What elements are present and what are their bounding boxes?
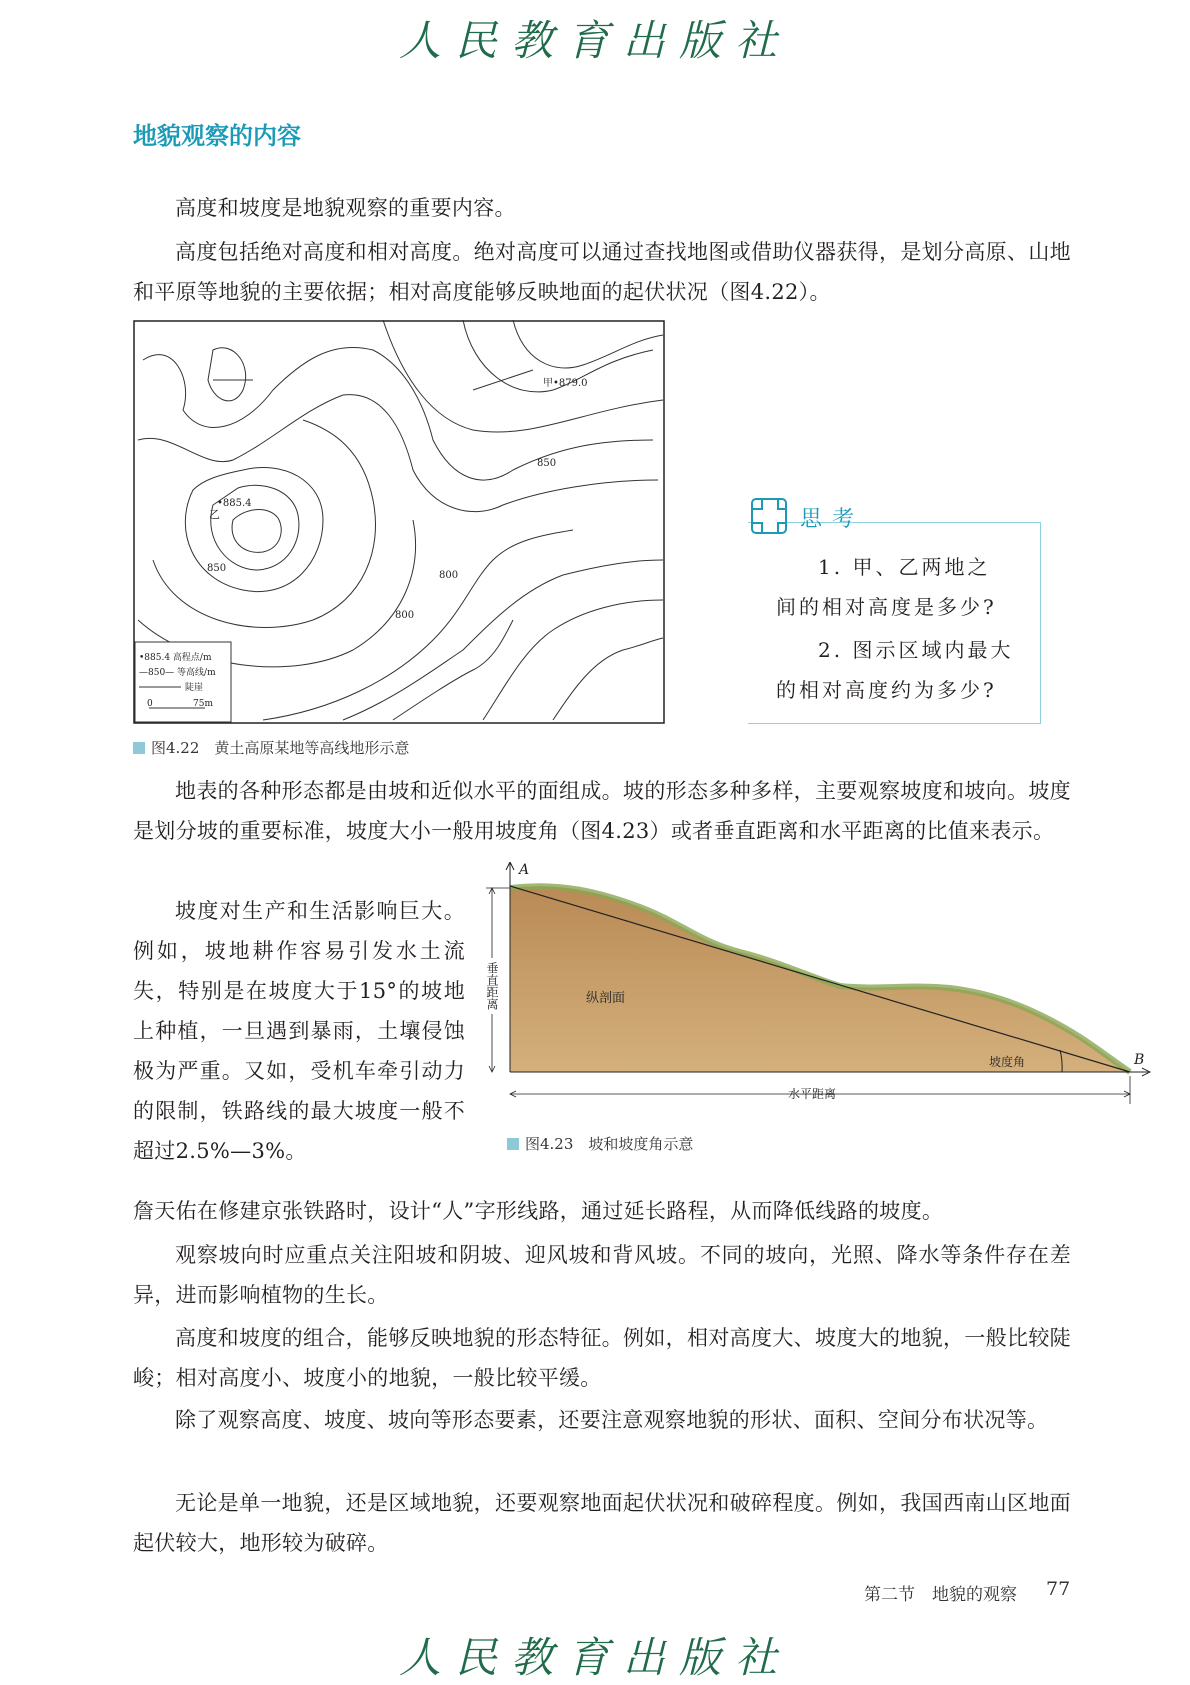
legend-contour: —850— 等高线/m (139, 668, 216, 678)
section-label: 纵剖面 (586, 991, 626, 1006)
vertical-distance-label: 垂直距离 (485, 962, 499, 1010)
think-title: 思考 (800, 507, 865, 532)
paragraph: 除了观察高度、坡度、坡向等形态要素，还要注意观察地貌的形状、面积、空间分布状况等。 (175, 1408, 1049, 1432)
think-icon (748, 495, 792, 537)
scale-end: 75m (193, 699, 213, 709)
legend-cliff: 陡崖 (185, 683, 204, 693)
point-a-label: A (519, 862, 530, 878)
paragraph: 地表的各种形态都是由坡和近似水平的面组成。坡的形态多种多样，主要观察坡度和坡向。坡度是划分坡的重要标准，坡度大小一般用坡度角（图4.23）或者垂直距离和水平距离的比值来表示。 (133, 779, 1071, 843)
publisher-footer: 人民教育出版社 (398, 1633, 791, 1682)
label-yi: 乙 (209, 508, 220, 521)
paragraph: 高度和坡度是地貌观察的重要内容。 (175, 196, 516, 220)
think-question: 间的相对高度是多少? (776, 595, 997, 619)
caption-marker (133, 742, 145, 754)
think-question: 1. 甲、乙两地之 (818, 555, 991, 579)
footer-section: 第二节 地貌的观察 (864, 1585, 1017, 1605)
caption-text: 图4.22 黄土高原某地等高线地形示意 (151, 739, 410, 757)
caption-text: 图4.23 坡和坡度角示意 (525, 1135, 694, 1153)
figure-caption (507, 1133, 693, 1154)
point-b-label: B (1134, 1052, 1145, 1068)
figure-caption (133, 737, 409, 758)
caption-marker (507, 1138, 519, 1150)
paragraph: 无论是单一地貌，还是区域地貌，还要观察地面起伏状况和破碎程度。例如，我国西南山区地面起伏较大，地形较为破碎。 (133, 1491, 1071, 1555)
think-question: 的相对高度约为多少? (776, 678, 997, 702)
publisher-header: 人民教育出版社 (398, 16, 791, 65)
contour-label-850: 850 (207, 563, 227, 574)
legend-point: •885.4 高程点/m (139, 653, 212, 663)
contour-label-800: 800 (395, 610, 415, 621)
label-jia: 甲•879.0 (543, 378, 588, 389)
contour-label-850: 850 (537, 458, 557, 469)
paragraph: 詹天佑在修建京张铁路时，设计“人”字形线路，通过延长路程，从而降低线路的坡度。 (133, 1199, 944, 1223)
horizontal-distance-label: 水平距离 (788, 1087, 837, 1101)
contour-map (133, 320, 665, 724)
slope-diagram (480, 862, 1170, 1114)
paragraph: 坡度对生产和生活影响巨大。例如，坡地耕作容易引发水土流失，特别是在坡度大于15°的坡地上种植，一旦遇到暴雨，土壤侵蚀极为严重。又如，受机车牵引动力的限制，铁路线的最大坡度一般不超过2.5%—3%。 (133, 899, 465, 1163)
paragraph: 观察坡向时应重点关注阳坡和阴坡、迎风坡和背风坡。不同的坡向，光照、降水等条件存在差异，进而影响植物的生长。 (133, 1243, 1071, 1307)
scale-start: 0 (147, 699, 153, 709)
think-question: 2. 图示区域内最大 (818, 638, 1014, 662)
paragraph: 高度和坡度的组合，能够反映地貌的形态特征。例如，相对高度大、坡度大的地貌，一般比较陡峻；相对高度小、坡度小的地貌，一般比较平缓。 (133, 1326, 1071, 1390)
page-number: 77 (1046, 1578, 1071, 1600)
paragraph: 高度包括绝对高度和相对高度。绝对高度可以通过查找地图或借助仪器获得，是划分高原、山地和平原等地貌的主要依据；相对高度能够反映地面的起伏状况（图4.22）。 (133, 240, 1071, 304)
angle-label: 坡度角 (989, 1055, 1026, 1069)
label-yi-value: •885.4 (217, 498, 252, 509)
contour-label-800: 800 (439, 570, 459, 581)
section-title: 地貌观察的内容 (133, 122, 301, 150)
